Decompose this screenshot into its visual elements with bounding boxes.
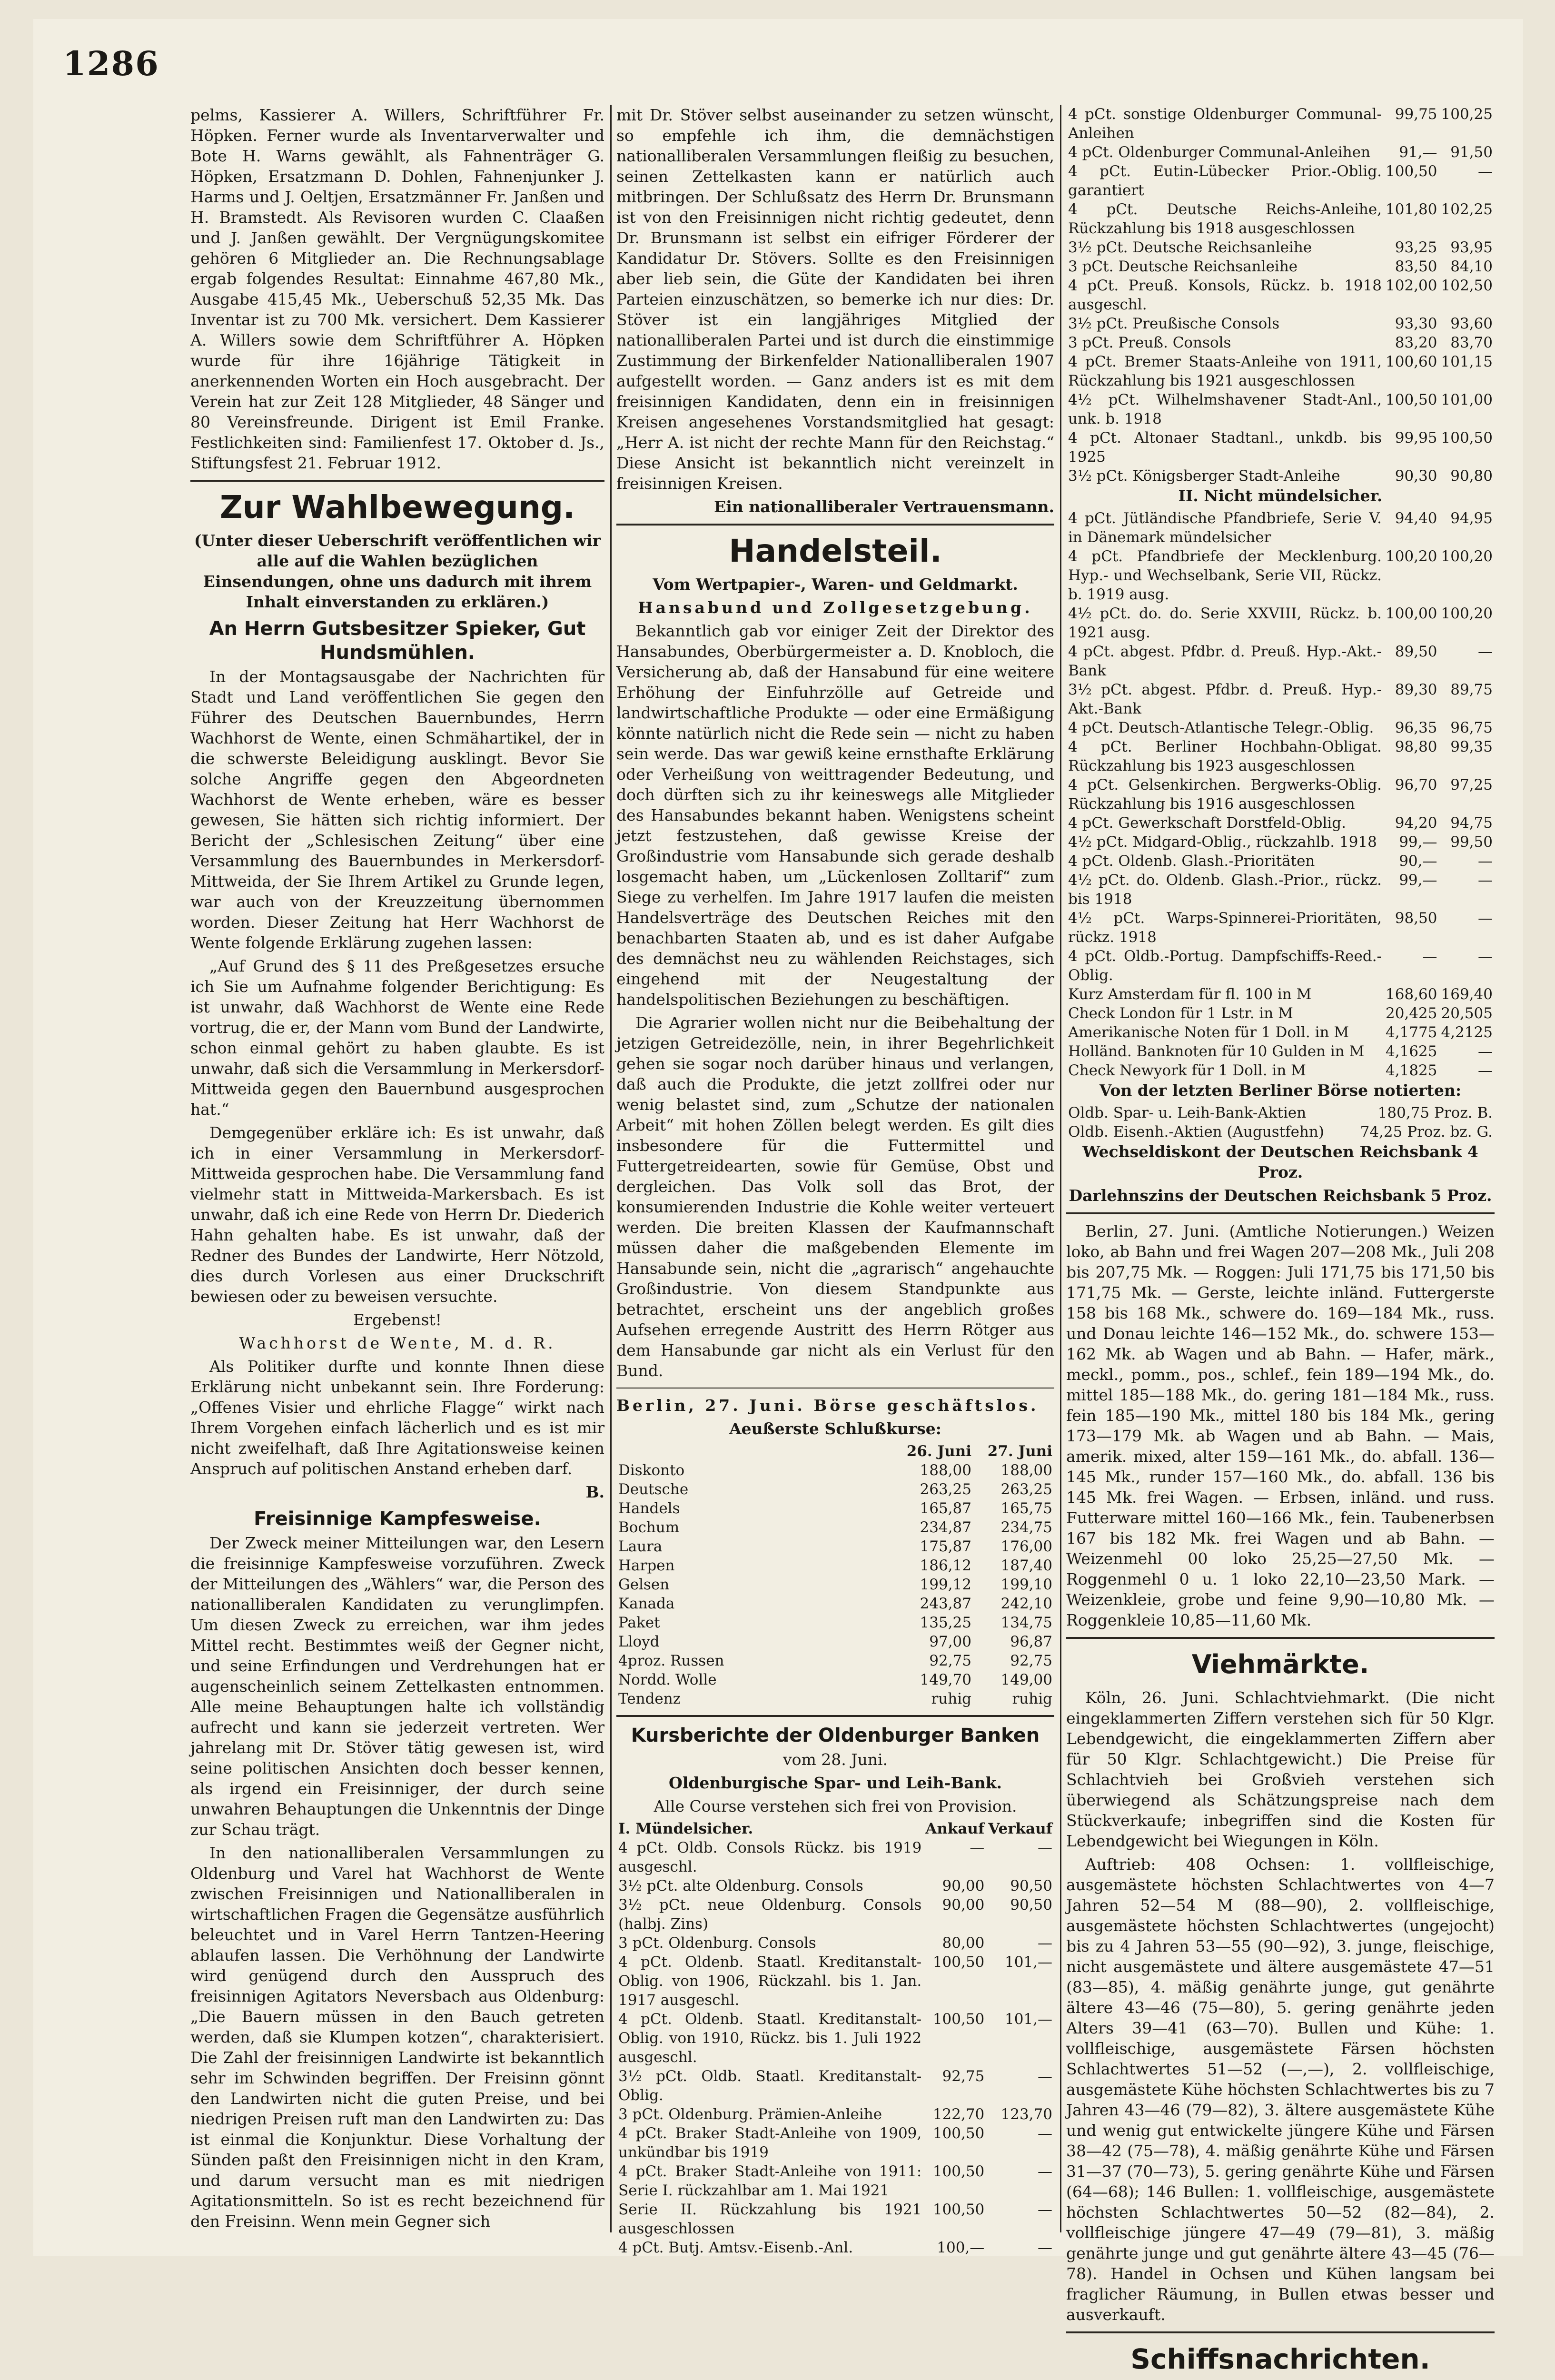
getreide-report: Berlin, 27. Juni. (Amtliche Notierungen.) Weizen loko, ab Bahn und frei Wagen 207—208 Mk., Juli 208 bis 207,75 Mk. — Roggen: Juli 171,75 bis 171,50 bis 171,75 Mk. — Gerste, leichte inländ. Futtergerste 158 bis 168 Mk., schwere do. 169—184 Mk., russ. und Donau leichte 146—152 Mk., do. schwere 153—162 Mk. ab Wagen und ab Bahn. — Hafer, märk., meckl., pomm., pos., schlef., fein 189—194 Mk., do. mittel 185—188 Mk., do. gering 181—184 Mk., russ. fein 185—190 Mk., mittel 180 bis 184 Mk., gering 173—179 Mk. ab Wagen und ab Bahn. — Mais, amerik. mixed, alter 159—161 Mk., do. abfall. 136—145 Mk., runder 157—160 Mk., do. abfall. 136 bis 145 Mk. frei Wagen. — Erbsen, inländ. und russ. Futterware mittel 160—166 Mk., fein. Taubenerbsen 167 bis 182 Mk. frei Wagen und ab Bahn. — Weizenmehl 00 loko 25,25—27,50 Mk. — Roggenmehl 0 u. 1 loko 22,10—23,50 Mark. — Weizenkleie, grobe und feine 9,90—10,80 Mk. — Roggenkleie 10,85—11,60 Mk. (1066, 1222, 1495, 1629)
row-value: 263,25 (920, 1481, 971, 1498)
row-value: 100,50 (932, 2163, 985, 2180)
table-row (1066, 680, 1495, 718)
divider (616, 1715, 1054, 1717)
column-rule (1060, 105, 1061, 2232)
table-row (616, 1934, 1054, 1953)
row-value: 168,60 (1386, 986, 1437, 1003)
continued-article: mit Dr. Stöver selbst auseinander zu setzen wünscht, so empfehle ich ihm, die demnächstigen nationalliberalen Versammlungen fleißig zu besuchen, seinen Zettelkasten kann er natürlich auch mitbringen. Der Schlußsatz des Herrn Dr. Brunsmann ist von den Freisinnigen nicht richtig gedeutet, denn Dr. Brunsmann ist selbst ein eifriger Förderer der Kandidatur Dr. Stövers. Sollte es den Freisinnigen aber lieb sein, die Güte der Kandidaten bei ihren Parteien einzuschätzen, so bemerke ich nur dies: Dr. Stöver ist ein langjähriges Mitglied der nationalliberalen Partei und ist durch die einstimmige Zustimmung der Birkenfelder Nationalliberalen 1907 aufgestellt worden. — Ganz anders ist es mit dem freisinnigen Kandidaten, denn ein in freisinnigen Kreisen angesehenes Vorstandsmitglied hat gesagt: „Herr A. ist nicht der rechte Mann für den Reichstag.“ Diese Ansicht ist bekanntlich nicht vereinzelt in freisinnigen Kreisen. (616, 106, 1054, 493)
row-label: 3 pCt. Oldenburg. Consols (618, 1934, 816, 1952)
boerse-subtitle: Aeußerste Schlußkurse: (729, 1419, 941, 1438)
divider (616, 524, 1054, 526)
table-row (1066, 200, 1495, 238)
row-value: 90,50 (1010, 1896, 1052, 1914)
column-header: Verkauf (988, 1820, 1052, 1837)
row-value: 102,25 (1441, 201, 1493, 218)
table-row (616, 1632, 1054, 1651)
row-value: ruhig (1012, 1690, 1052, 1707)
row-value: 99,95 (1395, 429, 1437, 446)
boerse-title: Berlin, 27. Juni. Börse geschäftslos. (616, 1396, 1039, 1415)
table-row (1066, 428, 1495, 466)
row-value: 165,75 (1000, 1500, 1052, 1517)
table-row (1066, 833, 1495, 852)
table-row (1066, 257, 1495, 276)
row-label: 4 pCt. Eutin-Lübecker Prior.-Oblig. garantiert (1068, 163, 1382, 199)
row-label: 3½ pCt. Preußische Consols (1068, 315, 1280, 332)
row-label: 3½ pCt. alte Oldenburg. Consols (618, 1877, 863, 1894)
row-value: 234,87 (920, 1519, 971, 1536)
row-label: Kanada (618, 1595, 675, 1612)
row-value: 100,50 (1386, 163, 1437, 180)
table-row (1066, 871, 1495, 909)
table-row (616, 2124, 1054, 2162)
row-value: 80,00 (942, 1934, 985, 1952)
vieh-paragraph: Auftrieb: 408 Ochsen: 1. vollfleischige, ausgemästete höchsten Schlachtwertes von 4—7 Jahren 52—54 M (88—90), 2. vollfleischige, ausgemästete höchsten Schlachtwertes (ungejocht) bis zu 4 Jahren 53—55 (90—92), 3. junge, fleischige, nicht ausgemästete und ältere ausgemästete 47—51 (83—85), 4. mäßig genährte junge, gut genährte ältere 43—46 (75—80), 5. gering genährte jeden Alters 39—41 (63—70). Bullen und Kühe: 1. vollfleischige, ausgemästete Färsen höchsten Schlachtwertes 51—52 (—,—), 2. vollfleischige, ausgemästete Kühe höchsten Schlachtwertes bis zu 7 Jahren 43—46 (79—82), 3. ältere ausgemästete Kühe und wenig gut entwickelte jüngere Kühe und Färsen 38—42 (75—78), 4. mäßig genährte Kühe und Färsen 31—37 (70—73), 5. gering genährte Kühe und Färsen (64—68); 146 Bullen: 1. vollfleischige, ausgemästete höchsten Schlachtwertes 50—52 (82—84), 2. vollfleischige jüngere 47—49 (79—81), 3. mäßig genährte junge und gut genährte ältere 43—45 (76—78). Handel in Ochsen und Kühen langsam bei fraglicher Räumung, in Bullen etwas besser und ausverkauft. (1066, 1855, 1495, 2324)
row-value: 90,30 (1395, 467, 1437, 485)
row-label: 3 pCt. Oldenburg. Prämien-Anleihe (618, 2106, 882, 2123)
section-title-schiffsnachrichten: Schiffsnachrichten. (1130, 2343, 1430, 2375)
table-row (616, 1518, 1054, 1537)
row-value: 176,00 (1000, 1538, 1052, 1555)
row-value: 84,10 (1450, 258, 1493, 275)
row-value: 100,20 (1386, 548, 1437, 565)
table-row (1066, 909, 1495, 947)
column-1 (190, 105, 604, 2232)
newspaper-page (33, 19, 1523, 2375)
row-label: Diskonto (618, 1462, 685, 1479)
row-value: 97,00 (929, 1633, 971, 1650)
row-value: — (1038, 2163, 1052, 2180)
row-label: 3 pCt. Deutsche Reichsanleihe (1068, 258, 1298, 275)
row-label: Deutsche (618, 1481, 689, 1498)
row-value: 101,00 (1441, 391, 1493, 408)
wechseldiskont: Wechseldiskont der Deutschen Reichsbank 4 Proz. (1082, 1142, 1478, 1181)
berlin-boerse-title: Von der letzten Berliner Börse notierten: (1099, 1081, 1462, 1100)
row-value: — (1478, 643, 1493, 660)
article-paragraph: Bekanntlich gab vor einiger Zeit der Direktor des Hansabundes, Oberbürgermeister a. D. Knobloch, die Versicherung ab, daß der Hansabund für eine weitere Erhöhung der Einfuhrzölle auf Getreide und landwirtschaftliche Produkte — oder eine Ermäßigung könnte natürlich nicht die Rede sein — nicht zu haben sein werde. Das war gewiß keine ernsthafte Erklärung oder Verheißung von weittragender Bedeutung, und doch dürften sich zu ihr keineswegs alle Mitglieder des Hansabundes bekannt haben. Wenigstens scheint jetzt festzustehen, daß gewisse Kreise der Großindustrie vom Hansabunde sich gerade deshalb losgemacht haben, um „Lückenlosen Zolltarif“ zum Siege zu verhelfen. Im Jahre 1917 laufen die meisten Handelsverträge des Deutschen Reiches mit den benachbarten Staaten ab, und es ist daher Aufgabe des demnächst neu zu wählenden Reichstages, sich eingehend mit der Neugestaltung der handelspolitischen Beziehungen zu beschäftigen. (616, 622, 1054, 1009)
table-row (1066, 276, 1495, 314)
table-row (1066, 333, 1495, 352)
row-value: 90,50 (1010, 1877, 1052, 1894)
row-value: 93,25 (1395, 239, 1437, 256)
row-value: 100,50 (932, 2011, 985, 2028)
table-row (1066, 238, 1495, 257)
row-value: — (1038, 1839, 1052, 1856)
row-value: 165,87 (920, 1500, 971, 1517)
table-row (1066, 390, 1495, 428)
row-label: Check London für 1 Lstr. in M (1068, 1005, 1293, 1022)
row-label: Lloyd (618, 1633, 660, 1650)
table-header-row (616, 1819, 1054, 1838)
row-label: 4 pCt. Deutsch-Atlantische Telegr.-Oblig. (1068, 719, 1374, 736)
table-row (616, 1651, 1054, 1670)
table-row (616, 1876, 1054, 1895)
table-row (616, 1838, 1054, 1876)
row-value: 101,80 (1386, 201, 1437, 218)
section-subtitle: Vom Wertpapier-, Waren- und Geldmarkt. (653, 575, 1018, 594)
row-label: 4½ pCt. Wilhelmshavener Stadt-Anl., unk. b. 1918 (1068, 391, 1382, 427)
table-row (616, 1613, 1054, 1632)
row-value: 100,00 (1386, 605, 1437, 622)
row-value: 99,— (1399, 872, 1437, 889)
letter-paragraph: In der Montagsausgabe der Nachrichten für Stadt und Land veröffentlichen Sie gegen den Führer des Deutschen Bauernbundes, Herrn Wachhorst de Wente, einen Schmähartikel, der in die schwerste Beleidigung ausklingt. Bevor Sie solche Angriffe gegen den Abgeordneten Wachhorst de Wente erheben, wäre es besser gewesen, Sie hätten sich richtig informiert. Der Bericht der „Schlesischen Zeitung“ über eine Versammlung des Bauernbundes in Merkersdorf-Mittweida, der Sie Ihrem Artikel zu Grunde legen, war auch von der Kreuzzeitung übernommen worden. Dieser Zeitung hat Herr Wachhorst de Wente folgende Erklärung zugehen lassen: (190, 667, 604, 952)
table-row (616, 1594, 1054, 1613)
table-row (616, 1537, 1054, 1556)
row-label: Oldb. Eisenh.-Aktien (Augustfehn) (1068, 1123, 1324, 1140)
row-value: 100,50 (1441, 429, 1493, 446)
row-label: Kurz Amsterdam für fl. 100 in M (1068, 986, 1312, 1003)
row-value: 94,75 (1450, 814, 1493, 832)
row-label: 4½ pCt. do. do. Serie XXVIII, Rückz. b. 1921 ausg. (1068, 605, 1382, 641)
article-title-hansabund: Hansabund und Zollgesetzgebung. (638, 598, 1033, 617)
row-value: 83,50 (1395, 258, 1437, 275)
table-row (1066, 985, 1495, 1004)
kurs-date: vom 28. Juni. (782, 1750, 888, 1769)
section-title-handelsteil: Handelsteil. (729, 533, 942, 569)
page-number: 1286 (63, 44, 159, 83)
row-value: — (1038, 2239, 1052, 2256)
row-value: 100,60 (1386, 353, 1437, 370)
table-row (1066, 604, 1495, 642)
table-row (616, 1480, 1054, 1499)
row-label: 4 pCt. Altonaer Stadtanl., unkdb. bis 1925 (1068, 429, 1382, 466)
table-row (1066, 947, 1495, 985)
row-label: 4 pCt. abgest. Pfdbr. d. Preuß. Hyp.-Akt.-Bank (1068, 643, 1382, 679)
table-row (1066, 547, 1495, 604)
row-value: 187,40 (1000, 1557, 1052, 1574)
table-row (1066, 143, 1495, 162)
row-label: 4 pCt. Butj. Amtsv.-Eisenb.-Anl. (618, 2239, 853, 2256)
table-row (616, 1670, 1054, 1689)
letter-paragraph: Demgegenüber erkläre ich: Es ist unwahr, daß ich in einer Versammlung in Merkersdorf-Mittweida gesprochen habe. Die Versammlung fand vielmehr statt in Mittweida-Markersbach. Es ist unwahr, daß ich eine Rede von Herrn Dr. Diederich Hahn gehalten habe. Es ist unwahr, daß der Redner des Bundes der Landwirte, Herr Nötzold, dies durch Vorlesen aus einer Druckschrift bewiesen oder zu beweisen versuchte. (190, 1123, 604, 1306)
row-label: 4 pCt. Oldenb. Glash.-Prioritäten (1068, 853, 1315, 870)
article-paragraph: Die Agrarier wollen nicht nur die Beibehaltung der jetzigen Getreidezölle, nein, in ihrer Begehrlichkeit gehen sie sogar noch darüber hinaus und verlangen, daß auch die Produkte, die jetzt zollfrei oder nur wenig belastet sind, zum „Schutze der nationalen Arbeit“ mit hohen Zöllen belegt werden. Es gilt dies insbesondere für die Futtermittel und Futtergetreidearten, sowie für Gemüse, Obst und dergleichen. Das Volk soll das Brot, der konsumierenden Industrie die Kohle weiter verteuert werden. Die breiten Klassen der Kaufmannschaft müssen daher die maßgebenden Elemente im Hansabunde sein, nicht die „agrarisch“ angehauchte Großindustrie. Von diesem Standpunkte aus betrachtet, erscheint uns der angeblich großes Aufsehen erregende Austritt des Herrn Rötger aus dem Hansabunde gar nicht als ein Verlust für den Bund. (616, 1013, 1054, 1380)
row-label: Handels (618, 1500, 680, 1517)
table-row (1066, 737, 1495, 775)
row-value: 96,35 (1395, 719, 1437, 736)
divider (190, 480, 604, 482)
table-row (616, 2162, 1054, 2200)
row-value: 149,00 (1000, 1671, 1052, 1688)
row-value: — (1478, 853, 1493, 870)
row-value: 101,15 (1441, 353, 1493, 370)
column-header: 26. Juni (906, 1443, 971, 1460)
letter-paragraph: „Auf Grund des § 11 des Preßgesetzes ersuche ich Sie um Aufnahme folgender Berichtigung: Es ist unwahr, daß Wachhorst de Wente eine Rede vortrug, die er, der Mann vom Bund der Landwirte, schon einmal gehört zu haben glaubte. Es ist unwahr, daß sich die Versammlung in Merkersdorf-Mittweida gegen den Bauernbund ausgesprochen hat.“ (190, 957, 604, 1119)
row-value: 102,00 (1386, 277, 1437, 294)
letter-paragraph: Als Politiker durfte und konnte Ihnen diese Erklärung nicht unbekannt sein. Ihre Forderung: „Offenes Visier und ehrliche Flagge“ wirkt nach Ihrem Vorgehen einfach lächerlich und es ist mir nicht zweifelhaft, daß Ihre Agitationsweise keinen Anspruch auf politischen Anstand erheben darf. (190, 1357, 604, 1478)
row-value: 83,20 (1395, 334, 1437, 351)
row-value: 4,1775 (1386, 1024, 1437, 1041)
row-value: — (1038, 2201, 1052, 2218)
berlin-boerse-table (1066, 1103, 1495, 1141)
row-value: 94,95 (1450, 510, 1493, 527)
row-label: 4 pCt. Oldenb. Staatl. Kreditanstalt-Oblig. von 1910, Rückz. bis 1. Juli 1922 ausgeschl. (618, 2011, 922, 2066)
row-value: — (1038, 2068, 1052, 2085)
row-value: 4,1625 (1386, 1043, 1437, 1060)
letter-title: An Herrn Gutsbesitzer Spieker, Gut Hundsmühlen. (209, 618, 586, 664)
row-value: 99,75 (1395, 106, 1437, 123)
row-value: — (1038, 2125, 1052, 2142)
row-label: 4 pCt. Jütländische Pfandbriefe, Serie V. in Dänemark mündelsicher (1068, 510, 1382, 546)
table-row (1066, 852, 1495, 871)
row-value: 94,20 (1395, 814, 1437, 832)
letter-initial: B. (585, 1483, 604, 1501)
row-value: 91,— (1399, 144, 1437, 161)
row-value: 134,75 (1000, 1614, 1052, 1631)
row-value: — (1038, 1934, 1052, 1952)
row-value: 90,00 (942, 1877, 985, 1894)
article-paragraph: In den nationalliberalen Versammlungen zu Oldenburg und Varel hat Wachhorst de Wente zwischen Freisinnigen und Nationalliberalen in wirtschaftlichen Fragen die Gegensätze ausführlich beleuchtet und in Varel Herrn Tantzen-Heering ablaufen lassen. Die Verhöhnung der Landwirte wird genügend durch den Ausspruch des freisinnigen Agitators Neversbach aus Oldenburg: „Die Bauern müssen in den Bauch getreten werden, daß sie Klumpen kotzen“, charakterisiert. Die Zahl der freisinnigen Landwirte ist bekanntlich sehr im Schwinden begriffen. Der Freisinn gönnt den Landwirten nicht die guten Preise, und bei niedrigen Preisen ruft man den Landwirten zu: Das ist einmal die Konjunktur. Diese Vorhaltung der Sünden paßt den Freisinnigen nicht in den Kram, und darum versucht man es mit niedrigen Agitationsmitteln. So ist es recht bezeichnend für den Freisinn. Wenn mein Gegner sich (190, 1844, 604, 2231)
kurs-table (616, 1819, 1054, 2257)
row-label: 4 pCt. Gelsenkirchen. Bergwerks-Oblig. Rückzahlung bis 1916 ausgeschlossen (1068, 776, 1382, 813)
row-value: 92,75 (929, 1652, 971, 1669)
row-label: Laura (618, 1538, 663, 1555)
boerse-table (616, 1442, 1054, 1708)
row-value: 20,505 (1441, 1005, 1493, 1022)
row-value: 93,95 (1450, 239, 1493, 256)
table-row (616, 1499, 1054, 1518)
row-value: 83,70 (1450, 334, 1493, 351)
row-value: 96,70 (1395, 776, 1437, 793)
row-value: 92,75 (1010, 1652, 1052, 1669)
table-row (1066, 314, 1495, 333)
row-label: Check Newyork für 1 Doll. in M (1068, 1062, 1306, 1079)
row-label: 4 pCt. Braker Stadt-Anleihe von 1909, unkündbar bis 1919 (618, 2125, 922, 2161)
row-value: 169,40 (1441, 986, 1493, 1003)
section-title-viehmaerkte: Viehmärkte. (1191, 1649, 1369, 1679)
row-value: 20,425 (1386, 1005, 1437, 1022)
table-row (1066, 1103, 1495, 1122)
table-row (616, 2067, 1054, 2105)
table-row (1066, 1023, 1495, 1042)
row-label: Gelsen (618, 1576, 670, 1593)
row-value: 186,12 (920, 1557, 971, 1574)
row-value: 90,00 (942, 1896, 985, 1914)
row-label: 4 pCt. Oldb.-Portug. Dampfschiffs-Reed.-Oblig. (1068, 948, 1382, 984)
row-label: 4 pCt. sonstige Oldenburger Communal-Anleihen (1068, 106, 1382, 142)
article-title-kampfesweise: Freisinnige Kampfesweise. (254, 1508, 541, 1530)
row-value: 100,50 (1386, 391, 1437, 408)
row-value: 93,30 (1395, 315, 1437, 332)
row-label: 3½ pCt. Oldb. Staatl. Kreditanstalt-Oblig. (618, 2068, 922, 2104)
table-header-row (616, 1442, 1054, 1461)
kurs-table-continued (1066, 105, 1495, 486)
table-row (1066, 509, 1495, 547)
table-row (1066, 352, 1495, 390)
table-row (616, 1575, 1054, 1594)
kurs-group: I. Mündelsicher. (618, 1820, 753, 1837)
table-row (616, 2010, 1054, 2067)
letter-signature: Wachhorst de Wente, M. d. R. (239, 1334, 556, 1352)
row-value: 90,80 (1450, 467, 1493, 485)
row-value: 90,— (1399, 853, 1437, 870)
column-rule (610, 105, 612, 2232)
row-value: — (1478, 163, 1493, 180)
row-value: 180,75 Proz. B. (1377, 1104, 1493, 1121)
row-value: — (1478, 910, 1493, 927)
column-2 (616, 105, 1054, 2256)
row-value: 99,35 (1450, 738, 1493, 755)
row-value: 89,50 (1395, 643, 1437, 660)
row-value: 98,80 (1395, 738, 1437, 755)
row-label: Tendenz (618, 1690, 681, 1707)
row-value: 135,25 (920, 1614, 971, 1631)
row-label: 4 pCt. Bremer Staats-Anleihe von 1911, Rückzahlung bis 1921 ausgeschlossen (1068, 353, 1382, 389)
row-value: 89,75 (1450, 681, 1493, 698)
row-label: 4½ pCt. do. Oldenb. Glash.-Prior., rückz. bis 1918 (1068, 872, 1382, 908)
kurs-title: Kursberichte der Oldenburger Banken (631, 1725, 1040, 1746)
row-label: Amerikanische Noten für 1 Doll. in M (1068, 1024, 1349, 1041)
row-value: 122,70 (932, 2106, 985, 2123)
divider (1066, 1212, 1495, 1214)
row-label: 4½ pCt. Midgard-Oblig., rückzahlb. 1918 (1068, 833, 1377, 851)
row-value: 99,50 (1450, 833, 1493, 851)
row-value: 149,70 (920, 1671, 971, 1688)
row-value: 96,75 (1450, 719, 1493, 736)
row-label: 4 pCt. Braker Stadt-Anleihe von 1911: Serie I. rückzahlbar am 1. Mai 1921 (618, 2163, 922, 2199)
kurs-table-nonmuendel (1066, 509, 1495, 1080)
article-paragraph: Der Zweck meiner Mitteilungen war, den Lesern die freisinnige Kampfesweise vorzuführen. Zweck der Mitteilungen des „Wählers“ war, die Person des nationalliberalen Kandidaten zu verunglimpfen. Um diesen Zweck zu erreichen, war ihm jedes Mittel recht. Bestimmtes weiß der Gegner nicht, und seine Erfindungen und Verdrehungen hat er augenscheinlich seinem Zettelkasten entnommen. Alle meine Behauptungen halte ich vollständig aufrecht und kann sie jederzeit vertreten. Wer jahrelang mit Dr. Stöver tätig gewesen ist, wird seine politischen Ansichten doch besser kennen, als irgend ein Freisinniger, der durch seine unwahren Behauptungen die Unkenntnis der Dinge zur Schau trägt. (190, 1534, 604, 1839)
row-value: 188,00 (920, 1462, 971, 1479)
table-row (1066, 1042, 1495, 1061)
table-row (1066, 105, 1495, 143)
row-label: Nordd. Wolle (618, 1671, 717, 1688)
row-value: — (970, 1839, 985, 1856)
row-value: 100,— (937, 2239, 985, 2256)
table-row (1066, 1122, 1495, 1141)
row-label: Oldb. Spar- u. Leih-Bank-Aktien (1068, 1104, 1307, 1121)
club-report-text: pelms, Kassierer A. Willers, Schriftführer Fr. Höpken. Ferner wurde als Inventarverwalter und Bote H. Warns gewählt, als Fahnenträger G. Höpken, Ersatzmann D. Dohlen, Fahnenjunker J. Harms und J. Oeltjen, Ersatzmänner Fr. Janßen und H. Bramstedt. Als Revisoren wurden C. Claaßen und J. Janßen gewählt. Der Vergnügungskomitee gehören 6 Mitglieder an. Die Rechnungsablage ergab folgendes Resultat: Einnahme 467,80 Mk., Ausgabe 415,45 Mk., Ueberschuß 52,35 Mk. Das Inventar ist zu 700 Mk. versichert. Dem Kassierer A. Willers sowie dem Schriftführer A. Höpken wurde für ihre 16jährige Tätigkeit in anerkennenden Worten ein Hoch ausgebracht. Der Verein hat zur Zeit 128 Mitglieder, 48 Sänger und 80 Vereinsfreunde. Dirigent ist Emil Franke. Festlichkeiten sind: Familienfest 17. Oktober d. Js., Stiftungsfest 21. Februar 1912. (190, 106, 604, 472)
row-value: 242,10 (1000, 1595, 1052, 1612)
column-3 (1066, 105, 1495, 2375)
row-label: 4 pCt. Oldb. Consols Rückz. bis 1919 ausgeschl. (618, 1839, 922, 1875)
row-value: 4,2125 (1441, 1024, 1493, 1041)
divider (1066, 1637, 1495, 1639)
divider (1066, 2331, 1495, 2333)
column-header: Ankauf (925, 1820, 985, 1837)
table-row (1066, 642, 1495, 680)
row-value: 97,25 (1450, 776, 1493, 793)
row-label: 4 pCt. Preuß. Konsols, Rückz. b. 1918 ausgeschl. (1068, 277, 1382, 313)
column-header: 27. Juni (987, 1443, 1052, 1460)
row-label: 4 pCt. Berliner Hochbahn-Obligat. Rückzahlung bis 1923 ausgeschlossen (1068, 738, 1382, 774)
table-row (616, 1953, 1054, 2010)
row-value: 123,70 (1000, 2106, 1052, 2123)
row-value: 263,25 (1000, 1481, 1052, 1498)
row-value: 199,10 (1000, 1576, 1052, 1593)
row-value: 93,60 (1450, 315, 1493, 332)
row-value: 98,50 (1395, 910, 1437, 927)
table-row (616, 1895, 1054, 1934)
row-label: Harpen (618, 1557, 675, 1574)
table-row (1066, 162, 1495, 200)
row-value: 99,— (1399, 833, 1437, 851)
row-value: 94,40 (1395, 510, 1437, 527)
row-value: 234,75 (1000, 1519, 1052, 1536)
row-value: 102,50 (1441, 277, 1493, 294)
row-label: 4 pCt. Oldenburger Communal-Anleihen (1068, 144, 1371, 161)
row-value: 101,— (1004, 1954, 1052, 1971)
row-value: 199,12 (920, 1576, 971, 1593)
article-signature: Ein nationalliberaler Vertrauensmann. (714, 497, 1054, 516)
table-row (1066, 775, 1495, 813)
table-row (616, 1689, 1054, 1708)
section-title-wahlbewegung: Zur Wahlbewegung. (219, 489, 575, 526)
row-value: 101,— (1004, 2011, 1052, 2028)
table-row (616, 2200, 1054, 2238)
table-row (616, 2238, 1054, 2257)
vieh-paragraph: Köln, 26. Juni. Schlachtviehmarkt. (Die nicht eingeklammerten Ziffern verstehen sich für 50 Klgr. Lebendgewicht, die eingeklammerten Ziffern aber für 50 Klgr. Schlachtgewicht.) Die Preise für Schlachtvieh bei Großvieh verstehen sich überwiegend als Schätzungspreise nach dem Stückverkaufe; inbegriffen sind die Kosten für Lebendgewicht bei Wiegungen in Köln. (1066, 1688, 1495, 1850)
row-label: 4 pCt. Gewerkschaft Dorstfeld-Oblig. (1068, 814, 1346, 832)
row-value: 92,75 (942, 2068, 985, 2085)
table-row (1066, 466, 1495, 486)
table-row (1066, 1004, 1495, 1023)
row-label: 4proz. Russen (618, 1652, 724, 1669)
section-note: (Unter dieser Ueberschrift veröffentlichen wir alle auf die Wahlen bezüglichen Einsendungen, ohne uns dadurch mit ihrem Inhalt einverstanden zu erklären.) (194, 531, 601, 611)
table-row (1066, 718, 1495, 737)
kurs-note: Alle Course verstehen sich frei von Provision. (654, 1797, 1017, 1815)
kurs-group: II. Nicht mündelsicher. (1178, 486, 1383, 505)
row-label: Paket (618, 1614, 660, 1631)
table-row (616, 1556, 1054, 1575)
row-value: — (1478, 1043, 1493, 1060)
row-value: 91,50 (1450, 144, 1493, 161)
row-label: 3½ pCt. abgest. Pfdbr. d. Preuß. Hyp.-Akt.-Bank (1068, 681, 1382, 717)
row-label: 4 pCt. Oldenb. Staatl. Kreditanstalt-Oblig. von 1906, Rückzahl. bis 1. Jan. 1917 ausgeschl. (618, 1954, 922, 2009)
row-value: 96,87 (1010, 1633, 1052, 1650)
row-value: 100,20 (1441, 548, 1493, 565)
row-label: 3 pCt. Preuß. Consols (1068, 334, 1231, 351)
row-value: 188,00 (1000, 1462, 1052, 1479)
row-label: Bochum (618, 1519, 680, 1536)
row-label: 3½ pCt. Königsberger Stadt-Anleihe (1068, 467, 1340, 485)
kurs-bank: Oldenburgische Spar- und Leih-Bank. (668, 1774, 1002, 1792)
letter-greeting: Ergebenst! (353, 1310, 442, 1329)
row-value: — (1422, 948, 1437, 965)
row-value: ruhig (931, 1690, 971, 1707)
row-label: Serie II. Rückzahlung bis 1921 ausgeschlossen (618, 2201, 922, 2237)
row-label: 4 pCt. Pfandbriefe der Mecklenburg. Hyp.- und Wechselbank, Serie VII, Rückz. b. 1919 ausg. (1068, 548, 1382, 603)
row-value: 100,25 (1441, 106, 1493, 123)
table-row (1066, 1061, 1495, 1080)
table-row (1066, 813, 1495, 833)
row-label: 3½ pCt. neue Oldenburg. Consols (halbj. Zins) (618, 1896, 922, 1933)
row-value: — (1478, 1062, 1493, 1079)
row-value: 89,30 (1395, 681, 1437, 698)
row-value: — (1478, 948, 1493, 965)
row-value: 74,25 Proz. bz. G. (1360, 1123, 1493, 1140)
row-value: 100,50 (932, 2125, 985, 2142)
row-value: 100,50 (932, 1954, 985, 1971)
row-value: 100,20 (1441, 605, 1493, 622)
row-value: 4,1825 (1386, 1062, 1437, 1079)
darlehnszins: Darlehnszins der Deutschen Reichsbank 5 Proz. (1069, 1186, 1492, 1205)
row-value: — (1478, 872, 1493, 889)
row-value: 175,87 (920, 1538, 971, 1555)
row-label: 3½ pCt. Deutsche Reichsanleihe (1068, 239, 1312, 256)
row-label: 4 pCt. Deutsche Reichs-Anleihe, Rückzahlung bis 1918 ausgeschlossen (1068, 201, 1382, 237)
table-row (616, 2105, 1054, 2124)
row-label: Holländ. Banknoten für 10 Gulden in M (1068, 1043, 1365, 1060)
row-value: 243,87 (920, 1595, 971, 1612)
row-value: 100,50 (932, 2201, 985, 2218)
row-label: 4½ pCt. Warps-Spinnerei-Prioritäten, rückz. 1918 (1068, 910, 1382, 946)
table-row (616, 1461, 1054, 1480)
